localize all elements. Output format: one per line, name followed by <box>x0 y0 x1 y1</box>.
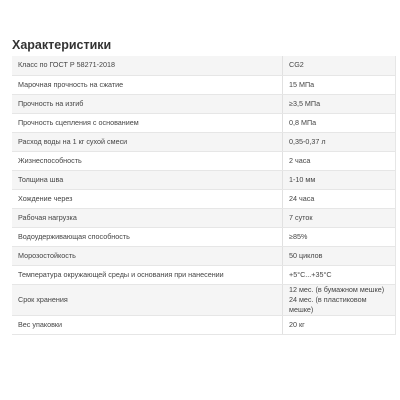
spec-value: 20 кг <box>283 315 396 334</box>
spec-value: 50 циклов <box>283 246 396 265</box>
spec-value-line: 24 мес. (в пластиковом мешке) <box>289 294 367 314</box>
spec-label: Прочность на изгиб <box>12 94 283 113</box>
table-row <box>12 208 396 227</box>
table-row <box>12 189 396 208</box>
spec-value: +5°C...+35°C <box>283 265 396 284</box>
spec-label: Срок хранения <box>12 284 283 315</box>
spec-value: 2 часа <box>283 151 396 170</box>
spec-label: Температура окружающей среды и основания при нанесении <box>12 265 283 284</box>
table-row <box>12 56 396 75</box>
spec-label: Расход воды на 1 кг сухой смеси <box>12 132 283 151</box>
table-row <box>12 75 396 94</box>
spec-value: 0,8 МПа <box>283 113 396 132</box>
spec-label: Класс по ГОСТ Р 58271-2018 <box>12 56 283 75</box>
spec-value: CG2 <box>283 56 396 75</box>
spec-label: Жизнеспособность <box>12 151 283 170</box>
spec-value <box>283 284 396 315</box>
table-row <box>12 94 396 113</box>
table-row <box>12 284 396 315</box>
spec-value: 24 часа <box>283 189 396 208</box>
table-row <box>12 227 396 246</box>
spec-label: Морозостойкость <box>12 246 283 265</box>
spec-label: Прочность сцепления с основанием <box>12 113 283 132</box>
spec-label: Хождение через <box>12 189 283 208</box>
table-row <box>12 151 396 170</box>
spec-label: Рабочая нагрузка <box>12 208 283 227</box>
table-row <box>12 246 396 265</box>
spec-label: Марочная прочность на сжатие <box>12 75 283 94</box>
spec-label: Водоудерживающая способность <box>12 227 283 246</box>
table-row <box>12 132 396 151</box>
section-title: Характеристики <box>12 38 112 52</box>
table-row <box>12 113 396 132</box>
table-row <box>12 315 396 334</box>
spec-value: 15 МПа <box>283 75 396 94</box>
table-row <box>12 265 396 284</box>
spec-value: 1-10 мм <box>283 170 396 189</box>
spec-value: ≥85% <box>283 227 396 246</box>
specs-table <box>12 56 396 335</box>
spec-value-line: 12 мес. (в бумажном мешке) <box>289 284 385 294</box>
spec-value: ≥3,5 МПа <box>283 94 396 113</box>
table-row <box>12 170 396 189</box>
spec-label: Толщина шва <box>12 170 283 189</box>
spec-value: 7 суток <box>283 208 396 227</box>
spec-label: Вес упаковки <box>12 315 283 334</box>
spec-value: 0,35-0,37 л <box>283 132 396 151</box>
